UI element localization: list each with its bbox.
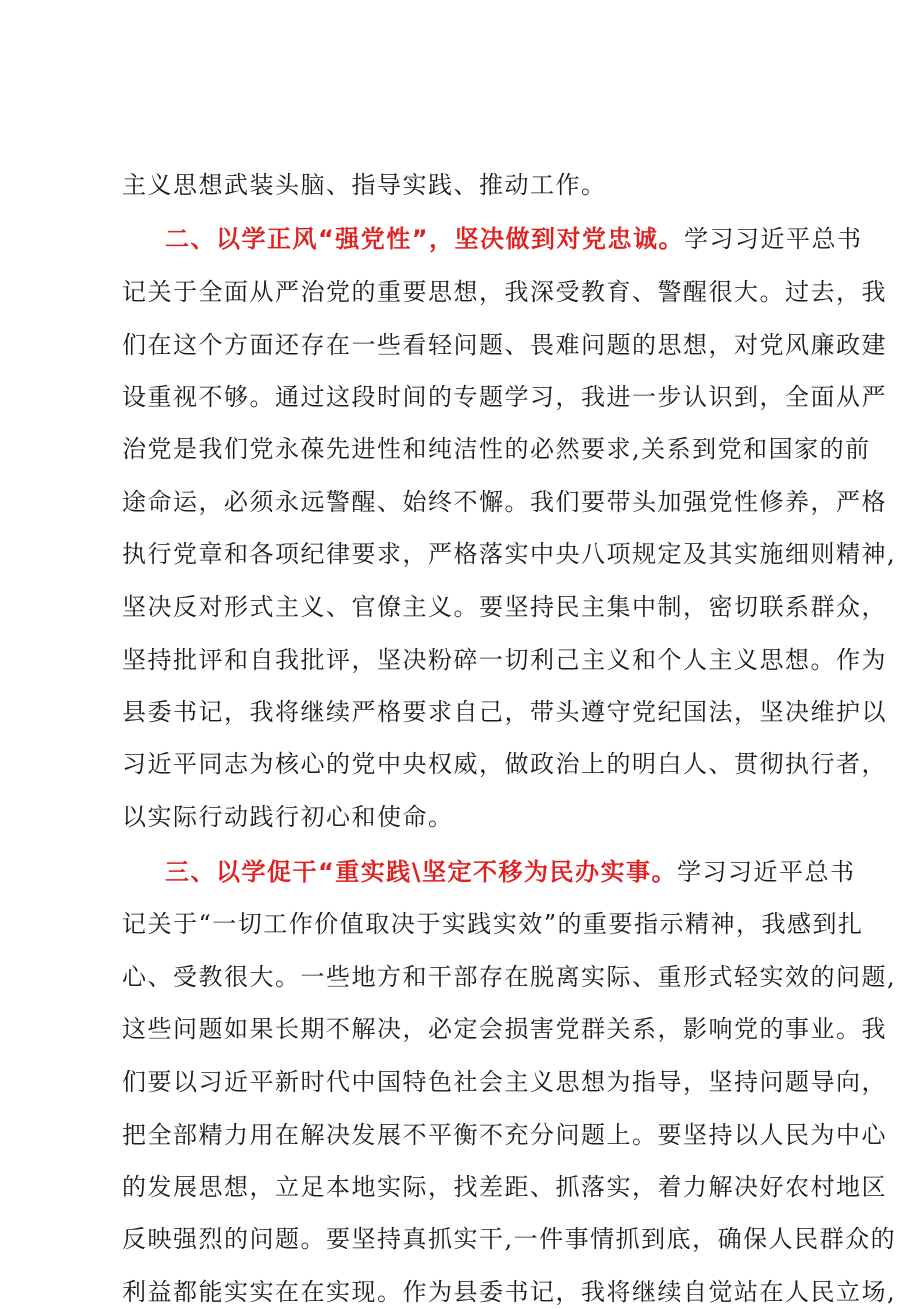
paragraph-line: 坚决反对形式主义、官僚主义。要坚持民主集中制，密切联系群众，: [122, 593, 887, 621]
section-three-heading: 三、以学促干“重实践\坚定不移为民办实事。: [165, 858, 678, 886]
paragraph-line: 的发展思想，立足本地实际，找差距、抓落实，着力解决好农村地区: [122, 1173, 887, 1201]
paragraph-line: 们在这个方面还存在一些看轻问题、畏难问题的思想，对党风廉政建: [122, 331, 887, 359]
section-two-heading: 二、以学正风“强党性”，坚决做到对党忠诚。: [165, 225, 685, 253]
paragraph-line: 记关于“一切工作价值取决于实践实效”的重要指示精神，我感到扎: [122, 910, 864, 938]
paragraph-line: 治党是我们党永葆先进性和纯洁性的必然要求,关系到党和国家的前: [122, 435, 871, 463]
paragraph-line: 习近平同志为核心的党中央权威，做政治上的明白人、贯彻执行者，: [122, 750, 887, 778]
paragraph-line: 心、受教很大。一些地方和干部存在脱离实际、重形式轻实效的问题,: [122, 963, 897, 991]
paragraph-line: 设重视不够。通过这段时间的专题学习，我进一步认识到，全面从严: [122, 383, 887, 411]
paragraph-text: 学习习近平总书: [677, 858, 856, 886]
paragraph-line: 把全部精力用在解决发展不平衡不充分问题上。要坚持以人民为中心: [122, 1121, 887, 1149]
paragraph-line: 执行党章和各项纪律要求，严格落实中央八项规定及其实施细则精神,: [122, 540, 897, 568]
paragraph-line: 们要以习近平新时代中国特色社会主义思想为指导，坚持问题导向，: [122, 1068, 887, 1096]
paragraph-line: 县委书记，我将继续严格要求自己，带头遵守党纪国法，坚决维护以: [122, 698, 887, 726]
paragraph-line: 反映强烈的问题。要坚持真抓实干,一件事情抓到底，确保人民群众的: [122, 1225, 897, 1253]
paragraph-line: 以实际行动践行初心和使命。: [122, 803, 454, 831]
paragraph-line: 主义思想武装头脑、指导实践、推动工作。: [122, 171, 607, 199]
section-three-first-line: [165, 855, 865, 889]
paragraph-line: 这些问题如果长期不解决，必定会损害党群关系，影响党的事业。我: [122, 1015, 887, 1043]
paragraph-line: 途命运，必须永远警醒、始终不懈。我们要带头加强党性修养，严格: [122, 488, 887, 516]
section-two-first-line: [165, 222, 865, 256]
paragraph-line: 记关于全面从严治党的重要思想，我深受教育、警醒很大。过去，我: [122, 278, 887, 306]
paragraph-line: 坚持批评和自我批评，坚决粉碎一切利己主义和个人主义思想。作为: [122, 646, 887, 674]
paragraph-text: 学习习近平总书: [684, 225, 863, 253]
paragraph-line: 利益都能实实在在实现。作为县委书记，我将继续自觉站在人民立场,: [122, 1278, 897, 1306]
